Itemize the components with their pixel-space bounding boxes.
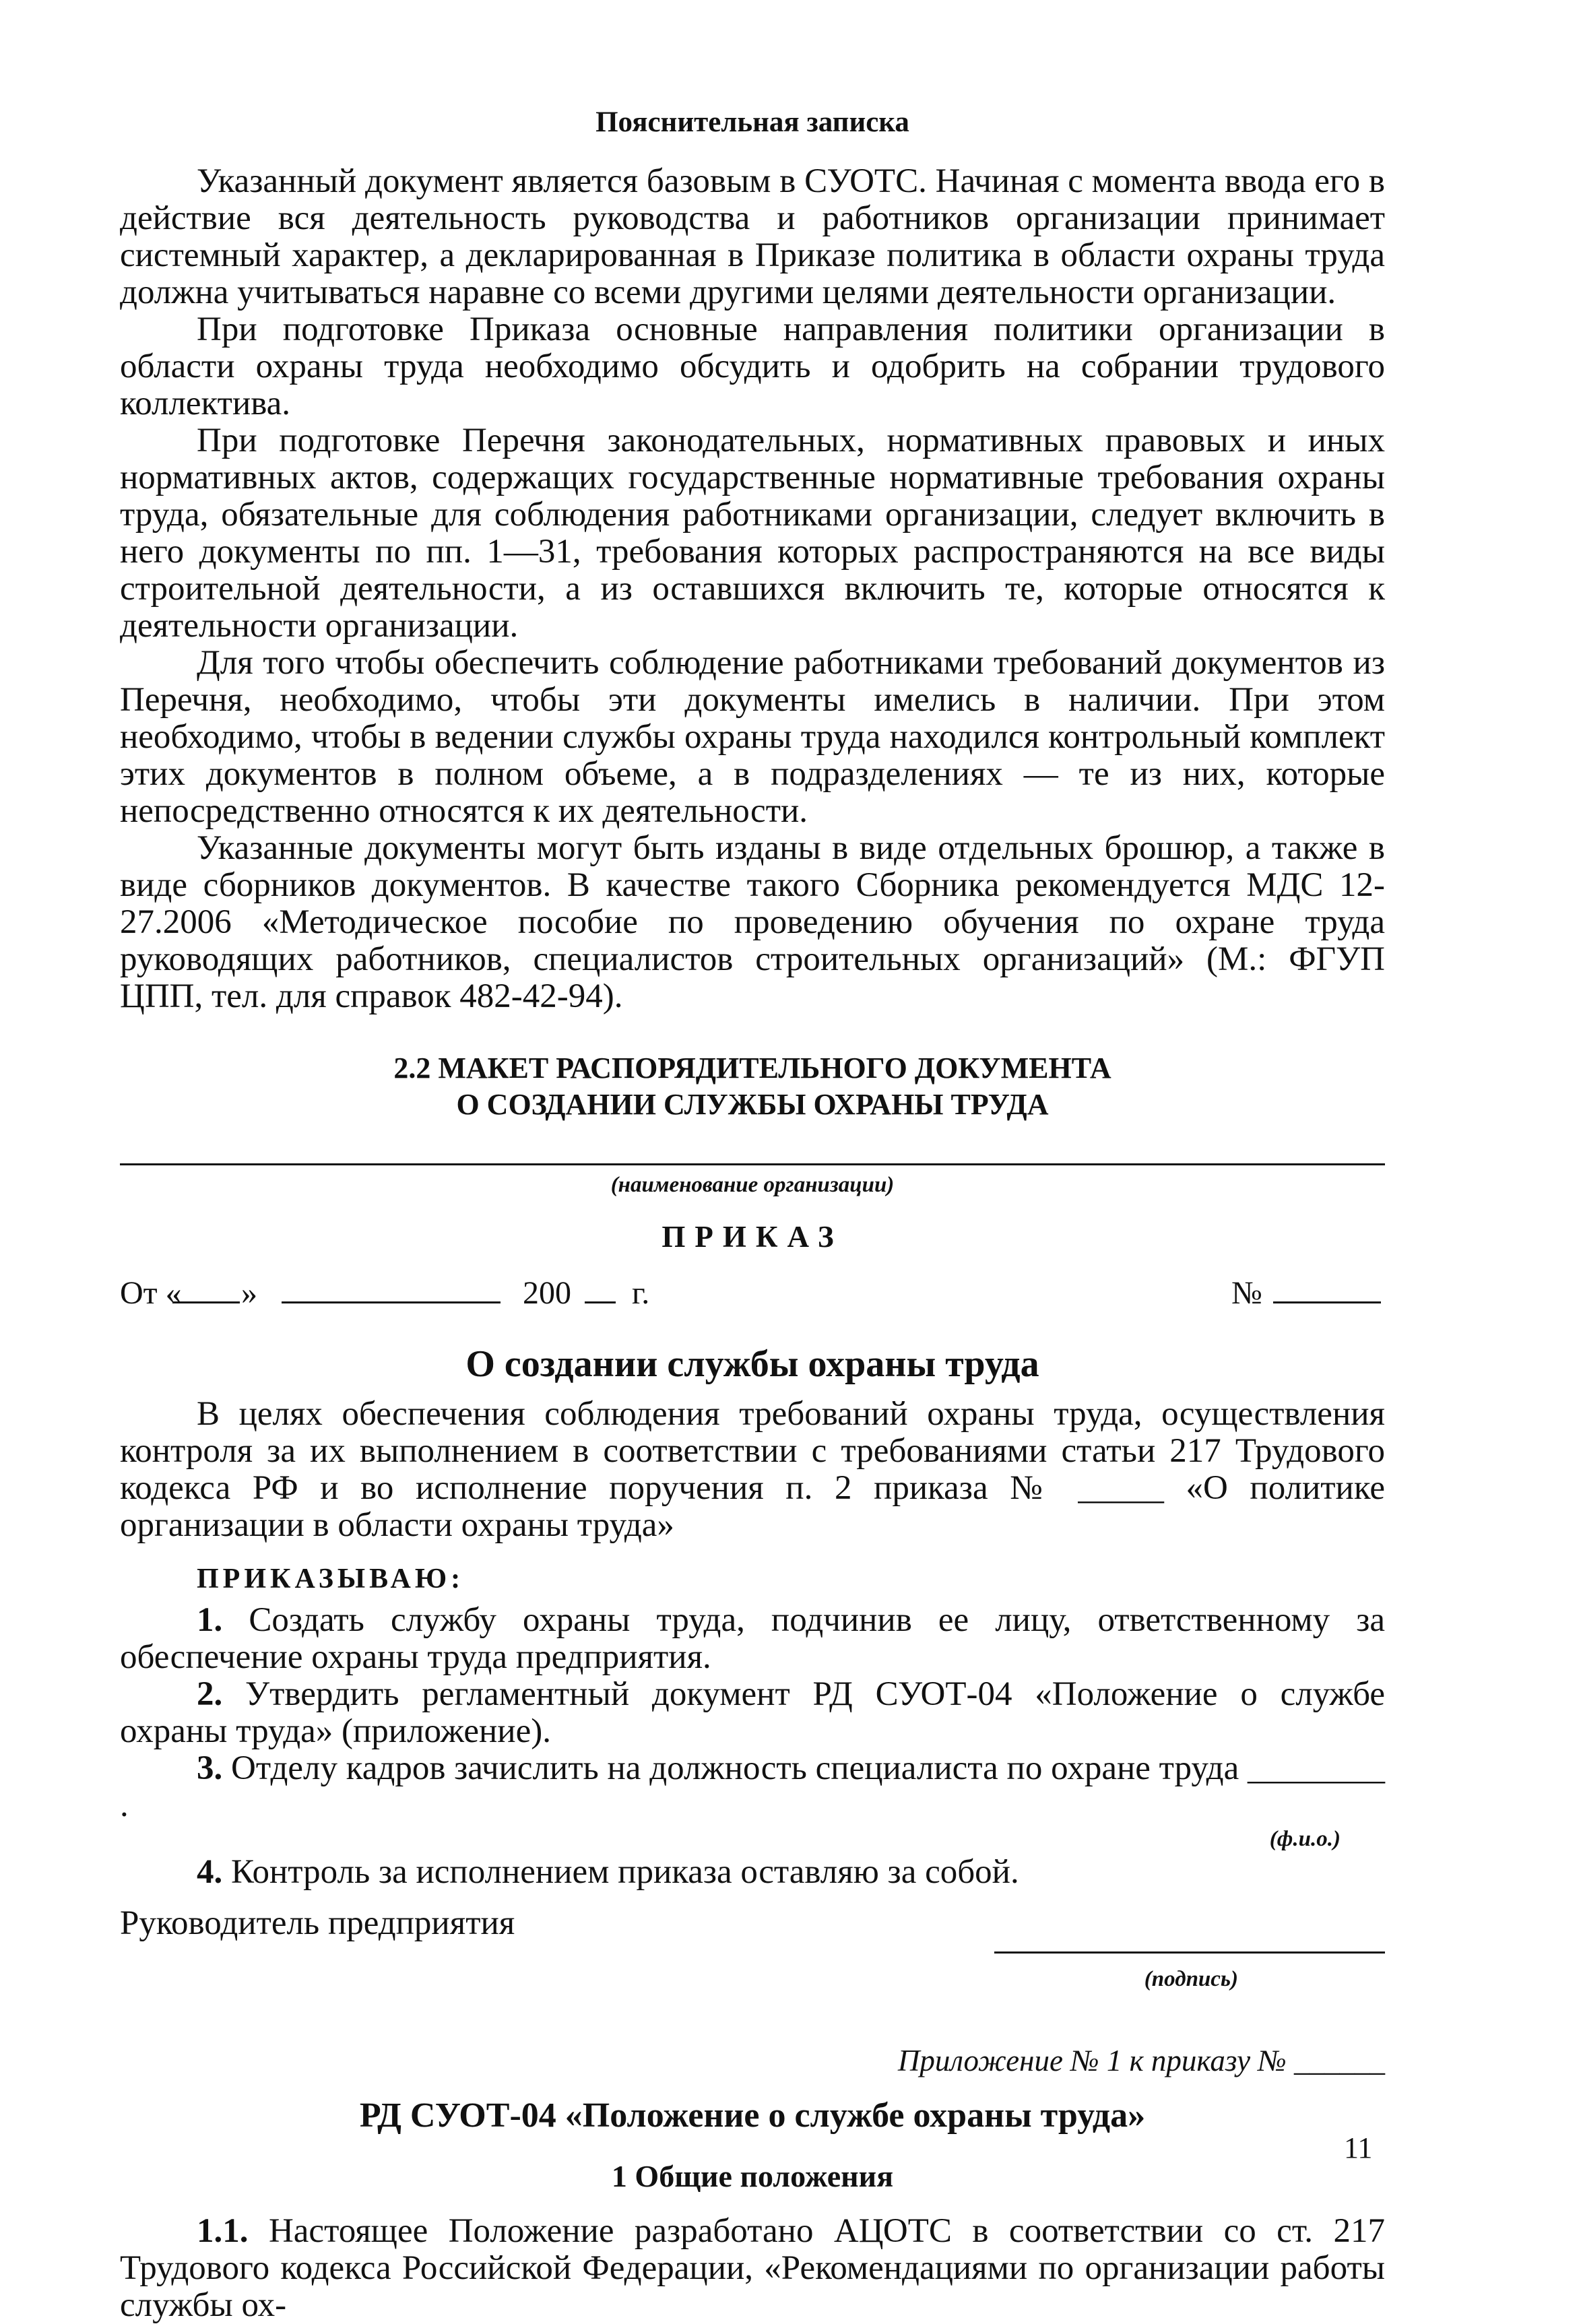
order-number-blank	[1273, 1273, 1381, 1314]
order-item-number: 3.	[197, 1749, 223, 1787]
order-item-text: Отделу кадров зачислить на должность специалиста по охране труда ________ .	[120, 1749, 1386, 1824]
year-suffix: г.	[632, 1275, 650, 1311]
page-content	[120, 101, 1385, 2324]
note-paragraph-4: Для того чтобы обеспечить соблюдение работниками требований документов из Перечня, необходимо, чтобы эти документы имелись в наличии. При этом необходимо, чтобы в ведении службы охраны труда находился контрольный комплект этих документов в полном объеме, а в подразделениях — те из них, которые непосредственно относятся к их деятельности.	[120, 644, 1385, 830]
page-number: 11	[1344, 2131, 1373, 2164]
order-item-2	[120, 1676, 1385, 1750]
appendix-reference: Приложение № 1 к приказу № ______	[897, 2044, 1385, 2077]
note-paragraph-3: При подготовке Перечня законодательных, нормативных правовых и иных нормативных актов, содержащих государственные нормативные требования охраны труда, обязательные для соблюдения работниками организации, следует включить в него документы по пп. 1—31, требования которых распространяются на все виды строительной деятельности, а из оставшихся включить те, которые относятся к деятельности организации.	[120, 422, 1385, 645]
organization-name-caption: (наименование организации)	[610, 1173, 895, 1197]
note-title: Пояснительная записка	[595, 106, 909, 138]
order-number-label: №	[1231, 1275, 1262, 1311]
organization-name-line	[120, 1163, 1385, 1165]
order-item-number: 4.	[197, 1853, 223, 1891]
signature-caption-row	[120, 1965, 1385, 1995]
year-label: 200	[523, 1275, 571, 1311]
section-heading-line-2: О СОЗДАНИИ СЛУЖБЫ ОХРАНЫ ТРУДА	[456, 1088, 1049, 1121]
note-paragraph-2: При подготовке Приказа основные направления политики организации в области охраны труда необходимо обсудить и одобрить на собрании трудового коллектива.	[120, 311, 1385, 422]
section-heading-line-1: 2.2 МАКЕТ РАСПОРЯДИТЕЛЬНОГО ДОКУМЕНТА	[393, 1052, 1111, 1085]
order-item-4	[120, 1854, 1385, 1891]
date-from-label: От «	[120, 1275, 182, 1311]
order-item-number: 2.	[197, 1675, 223, 1713]
order-item-text: Контроль за исполнением приказа оставляю за собой.	[222, 1853, 1019, 1891]
paragraph-number: 1.1.	[197, 2212, 249, 2250]
section-heading	[120, 1050, 1385, 1123]
signature-row	[120, 1904, 1385, 1965]
paragraph-text: Настоящее Положение разработано АЦОТС в соответствии со ст. 217 Трудового кодекса Российской Федерации, «Рекомендациями по организации работы службы ох-	[120, 2212, 1385, 2324]
appendix-paragraph-1-1	[120, 2213, 1385, 2324]
general-provisions-heading: 1 Общие положения	[611, 2159, 894, 2193]
order-directive-label: ПРИКАЗЫВАЮ:	[197, 1563, 465, 1594]
fio-caption: (ф.и.о.)	[1269, 1827, 1341, 1851]
year-blank	[585, 1273, 616, 1314]
note-paragraph-1: Указанный документ является базовым в СУОТС. Начиная с момента ввода его в действие вся деятельность руководства и работников организации принимает системный характер, а декларированная в Приказе политика в области охраны труда должна учитываться наравне со всеми другими целями деятельности организации.	[120, 162, 1385, 311]
order-preamble: В целях обеспечения соблюдения требований охраны труда, осуществления контроля за их выполнением в соответствии с требованиями статьи 217 Трудового кодекса РФ и во исполнение поручения п. 2 приказа № _____ «О политике организации в области охраны труда»	[120, 1395, 1385, 1544]
date-close-quote: »	[241, 1275, 257, 1311]
signature-line	[994, 1951, 1385, 1954]
month-blank	[282, 1273, 501, 1314]
note-paragraph-5: Указанные документы могут быть изданы в виде отдельных брошюр, а также в виде сборников документов. В качестве такого Сборника рекомендуется МДС 12-27.2006 «Методическое пособие по проведению обучения по охране труда руководящих работников, специалистов строительных организаций» (М.: ФГУП ЦПП, тел. для справок 482-42-94).	[120, 829, 1385, 1015]
order-item-3	[120, 1750, 1385, 1824]
order-item-text: Создать службу охраны труда, подчинив ее лицу, ответственному за обеспечение охраны труда предприятия.	[120, 1601, 1385, 1676]
order-item-text: Утвердить регламентный документ РД СУОТ-04 «Положение о службе охраны труда» (приложение).	[120, 1675, 1385, 1750]
appendix-title: РД СУОТ-04 «Положение о службе охраны труда»	[359, 2096, 1146, 2135]
signature-caption: (подпись)	[1144, 1967, 1238, 1991]
day-blank	[172, 1273, 240, 1314]
order-item-number: 1.	[197, 1601, 223, 1639]
order-item-1	[120, 1602, 1385, 1676]
order-title: О создании службы охраны труда	[465, 1343, 1039, 1385]
order-date-row	[120, 1273, 1385, 1315]
order-heading: ПРИКАЗ	[662, 1220, 843, 1254]
signer-label: Руководитель предприятия	[120, 1904, 515, 1942]
